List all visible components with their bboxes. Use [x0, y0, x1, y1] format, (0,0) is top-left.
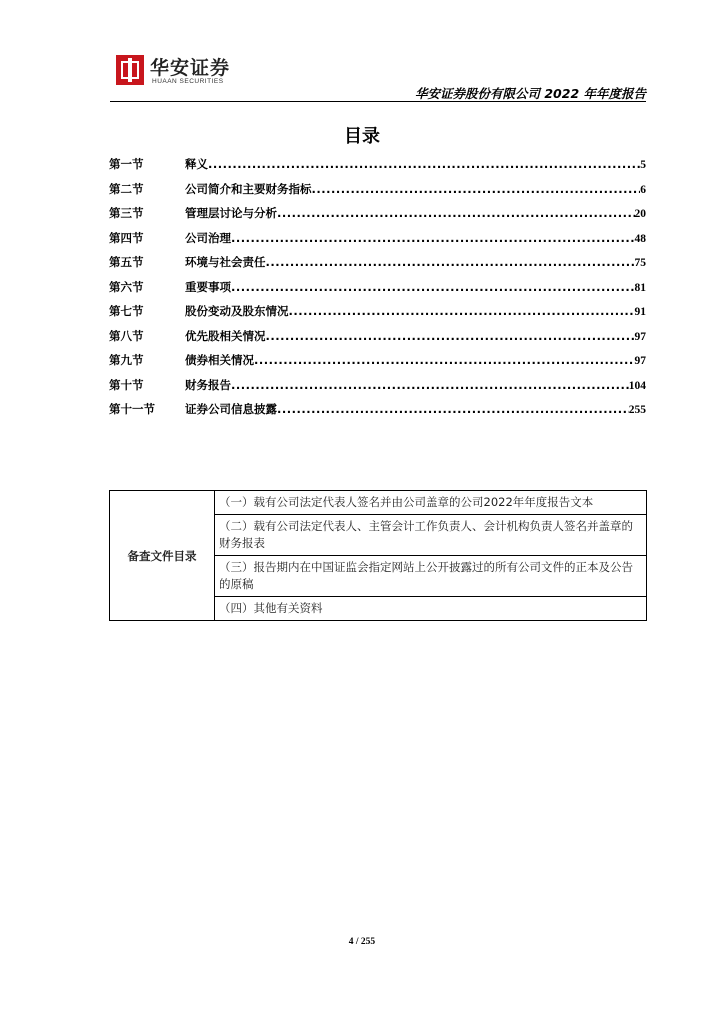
- company-logo: [116, 53, 236, 89]
- toc-entry[interactable]: [109, 401, 646, 426]
- logo-mark-icon: [116, 55, 144, 85]
- toc-section-name: 优先股相关情况: [185, 328, 266, 343]
- toc-section-name: 证券公司信息披露: [185, 402, 277, 416]
- toc-entry[interactable]: [109, 377, 646, 402]
- reference-doc-item: （一）载有公司法定代表人签名并由公司盖章的公司2022年年度报告文本: [215, 491, 647, 515]
- toc-entry[interactable]: [109, 205, 646, 230]
- reference-docs-label: 备查文件目录: [110, 491, 215, 621]
- toc-section-name: 管理层讨论与分析: [185, 206, 277, 220]
- toc-section-name: 财务报告: [185, 377, 231, 392]
- toc-section-name: 释义: [185, 157, 208, 171]
- toc-section-name: 重要事项: [185, 279, 231, 294]
- toc-entry[interactable]: [109, 352, 646, 377]
- toc-leader-dots: [231, 231, 635, 245]
- toc-leader-dots: [312, 182, 641, 196]
- toc-page-number: 75: [634, 257, 646, 269]
- toc-section-name: 债券相关情况: [185, 353, 254, 367]
- reference-doc-item: （二）载有公司法定代表人、主管会计工作负责人、会计机构负责人签名并盖章的财务报表: [215, 515, 647, 556]
- toc-section-number: 第十节: [109, 377, 144, 392]
- toc-leader-dots: [277, 206, 635, 220]
- toc-page-number: 97: [634, 355, 646, 367]
- toc-leader-dots: [231, 378, 629, 392]
- toc-section-number: 第四节: [109, 230, 144, 245]
- toc-section-name: 环境与社会责任: [185, 255, 266, 269]
- toc-leader-dots: [254, 353, 635, 367]
- toc-page-number: 91: [634, 306, 646, 318]
- toc-section-name: 公司简介和主要财务指标: [185, 181, 312, 196]
- toc-leader-dots: [277, 402, 629, 416]
- table-of-contents: [109, 156, 646, 426]
- reference-doc-item: （三）报告期内在中国证监会指定网站上公开披露过的所有公司文件的正本及公告的原稿: [215, 556, 647, 597]
- toc-leader-dots: [289, 304, 635, 318]
- toc-entry[interactable]: [109, 303, 646, 328]
- toc-page-number: 5: [640, 159, 646, 171]
- toc-section-number: 第五节: [109, 255, 144, 269]
- toc-section-name: 股份变动及股东情况: [185, 304, 289, 318]
- toc-leader-dots: [266, 255, 635, 269]
- toc-section-number: 第三节: [109, 206, 144, 220]
- toc-title: 目录: [344, 126, 380, 147]
- logo-english-text: HUAAN SECURITIES: [152, 78, 224, 85]
- logo-chinese-text: 华安证券: [150, 57, 231, 79]
- toc-page-number: 48: [634, 232, 646, 245]
- toc-entry[interactable]: [109, 279, 646, 304]
- toc-page-number: 6: [640, 183, 646, 196]
- header-divider: [110, 101, 646, 102]
- toc-page-number: 81: [634, 281, 646, 294]
- reference-documents-table: [109, 490, 647, 621]
- toc-section-number: 第七节: [109, 304, 144, 318]
- toc-section-number: 第一节: [109, 157, 144, 171]
- toc-page-number: 20: [634, 208, 646, 220]
- toc-entry[interactable]: [109, 254, 646, 279]
- toc-leader-dots: [231, 280, 635, 294]
- toc-entry[interactable]: [109, 181, 646, 206]
- toc-page-number: 255: [628, 404, 646, 416]
- toc-leader-dots: [208, 157, 640, 171]
- toc-entry[interactable]: [109, 230, 646, 255]
- reference-doc-item: （四）其他有关资料: [215, 597, 647, 621]
- toc-page-number: 104: [628, 379, 646, 392]
- toc-section-number: 第十一节: [109, 402, 155, 416]
- toc-section-number: 第二节: [109, 181, 144, 196]
- report-header-title: 华安证券股份有限公司 2022 年年度报告: [415, 86, 646, 101]
- toc-section-number: 第八节: [109, 328, 144, 343]
- toc-page-number: 97: [634, 330, 646, 343]
- toc-section-number: 第六节: [109, 279, 144, 294]
- toc-entry[interactable]: [109, 156, 646, 181]
- toc-section-number: 第九节: [109, 353, 144, 367]
- toc-section-name: 公司治理: [185, 230, 231, 245]
- page-number-footer: 4 / 255: [348, 937, 376, 947]
- table-row: [110, 491, 647, 515]
- toc-entry[interactable]: [109, 328, 646, 353]
- toc-leader-dots: [266, 329, 635, 343]
